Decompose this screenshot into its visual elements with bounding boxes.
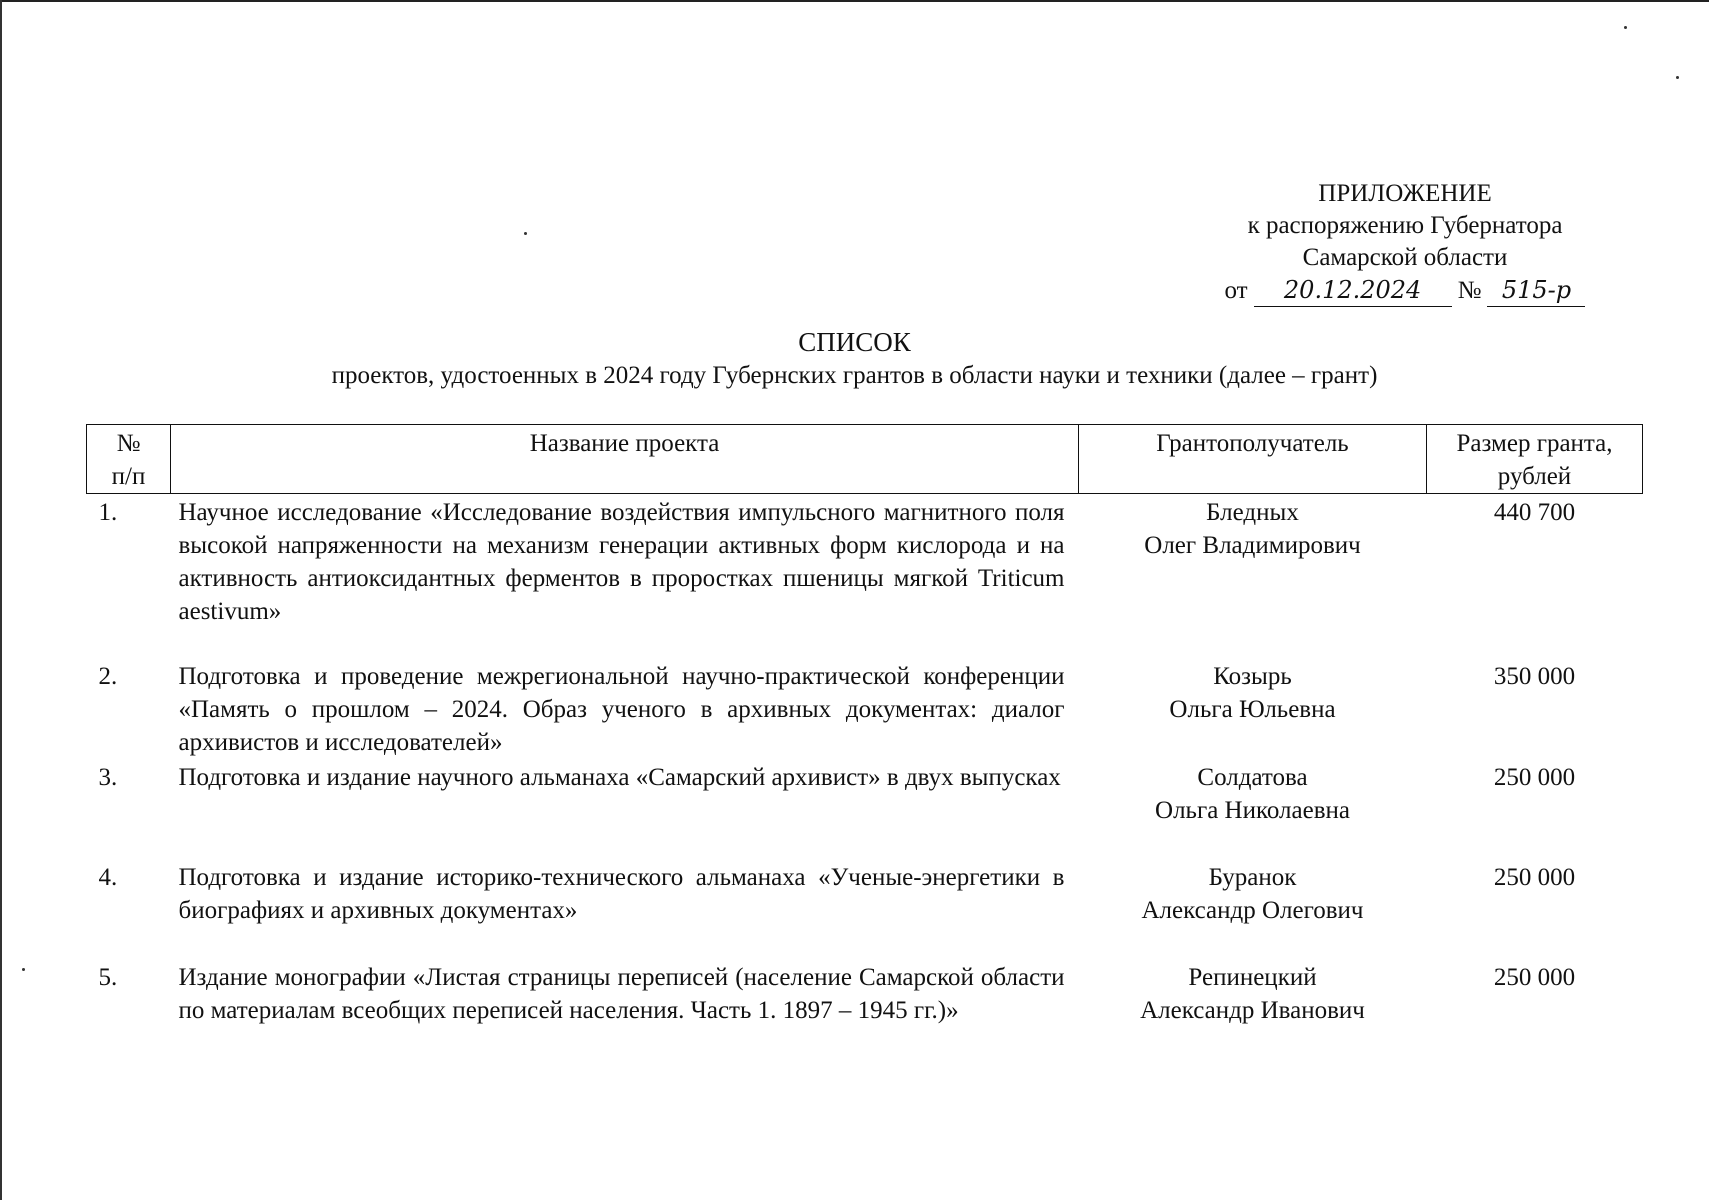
header-num-line2: п/п: [111, 463, 146, 490]
scan-speck: [1624, 26, 1627, 29]
recipient-given-names: Ольга Николаевна: [1155, 797, 1350, 824]
grant-recipient: [1079, 759, 1427, 859]
handwritten-date: 20.12.2024: [1254, 274, 1452, 307]
header-num: [87, 425, 171, 494]
handwritten-number: 515-р: [1487, 274, 1585, 307]
grant-amount: 440 700: [1493, 499, 1576, 526]
recipient-surname: Козырь: [1213, 663, 1292, 690]
project-title: Подготовка и издание историко-технического альманаха «Ученые-энергетики в биографиях и архивных документах»: [178, 864, 1065, 924]
project-title: Подготовка и издание научного альманаха «Самарский архивист» в двух выпусках: [178, 764, 1061, 791]
document-title: СПИСОК: [798, 327, 911, 357]
row-number: 2.: [98, 663, 118, 690]
scan-speck: [524, 232, 527, 235]
project-title: Издание монографии «Листая страницы переписей (население Самарской области по материалам всеобщих переписей населения. Часть 1. 1897 – 1945 гг.)»: [178, 964, 1065, 1024]
grant-amount: 250 000: [1493, 864, 1576, 891]
project-title: Подготовка и проведение межрегиональной научно-практической конференции «Память о прошлом – 2024. Образ ученого в архивных документах: диалог архивистов и исследователей»: [178, 663, 1065, 756]
recipient-given-names: Александр Олегович: [1141, 897, 1364, 924]
date-prefix: от: [1224, 277, 1248, 304]
header-project: Название проекта: [171, 425, 1079, 494]
table-row: [87, 759, 1643, 859]
recipient-given-names: Олег Владимирович: [1144, 532, 1361, 559]
grant-amount: 350 000: [1493, 663, 1576, 690]
header-recipient: Грантополучатель: [1079, 425, 1427, 494]
appendix-date-number: [1180, 274, 1630, 307]
recipient-given-names: Александр Иванович: [1140, 997, 1365, 1024]
header-num-line1: №: [116, 430, 141, 457]
grant-recipient: [1079, 658, 1427, 759]
table-row: [87, 959, 1643, 1059]
header-amount-line2: рублей: [1497, 463, 1572, 490]
scan-edge-left: [0, 0, 2, 1200]
recipient-given-names: Ольга Юльевна: [1169, 696, 1336, 723]
grant-recipient: [1079, 859, 1427, 959]
header-amount-line1: Размер гранта,: [1456, 430, 1613, 457]
number-prefix: №: [1457, 277, 1482, 304]
grant-recipient: [1079, 494, 1427, 659]
grant-recipient: [1079, 959, 1427, 1059]
appendix-block: [1180, 178, 1630, 307]
table-header-row: [87, 425, 1643, 494]
project-title: Научное исследование «Исследование воздействия импульсного магнитного поля высокой напряженности на механизм генерации активных форм кислорода и на активность антиоксидантных ферментов в проростках пшеницы мягкой Triticum aestivum»: [178, 499, 1065, 625]
appendix-line-1: к распоряжению Губернатора: [1247, 212, 1563, 239]
scan-speck: [1676, 76, 1679, 79]
recipient-surname: Буранок: [1208, 864, 1297, 891]
recipient-surname: Бледных: [1206, 499, 1299, 526]
table-row: [87, 494, 1643, 659]
row-number: 3.: [98, 764, 118, 791]
grants-table: [86, 424, 1643, 1059]
table-row: [87, 658, 1643, 759]
row-number: 4.: [98, 864, 118, 891]
appendix-line-2: Самарской области: [1302, 244, 1508, 271]
grant-amount: 250 000: [1493, 964, 1576, 991]
recipient-surname: Репинецкий: [1188, 964, 1317, 991]
recipient-surname: Солдатова: [1197, 764, 1308, 791]
header-amount: [1427, 425, 1643, 494]
appendix-heading: ПРИЛОЖЕНИЕ: [1318, 180, 1492, 207]
row-number: 1.: [98, 499, 118, 526]
scan-speck: [22, 968, 25, 971]
grant-amount: 250 000: [1493, 764, 1576, 791]
scan-edge-top: [0, 0, 1709, 2]
table-row: [87, 859, 1643, 959]
document-subtitle: проектов, удостоенных в 2024 году Губернских грантов в области науки и техники (далее – грант): [331, 362, 1378, 389]
row-number: 5.: [98, 964, 118, 991]
